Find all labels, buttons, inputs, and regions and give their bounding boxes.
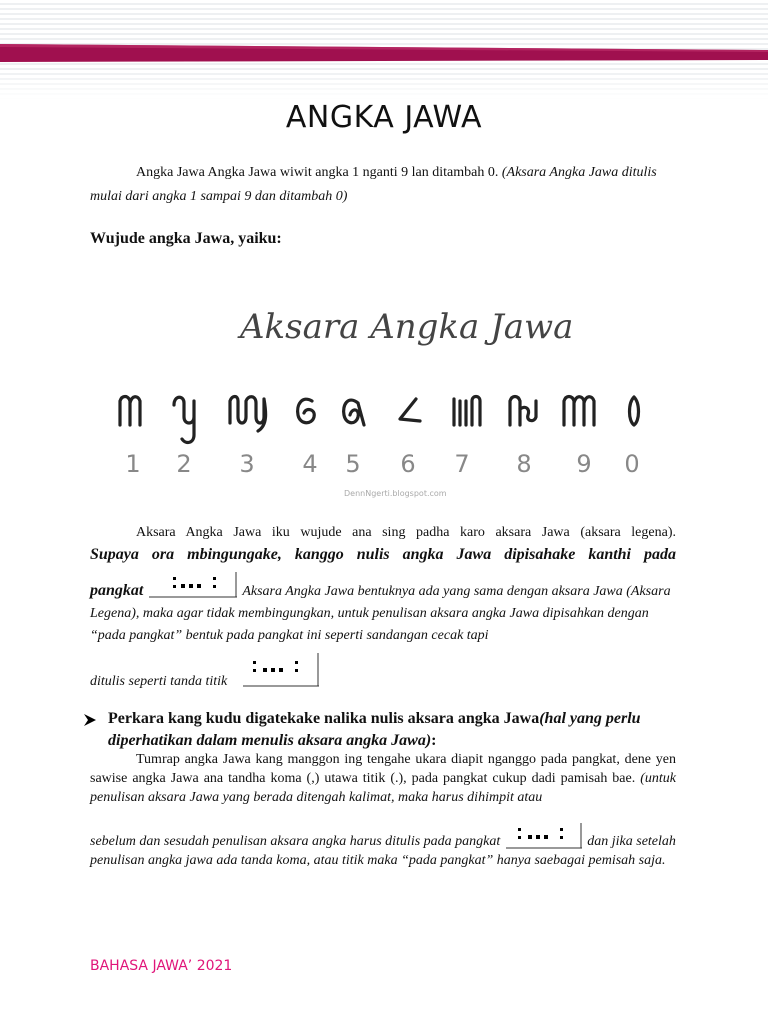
paragraph2-bold-line: Supaya ora mbingungake, kanggo nulis angka Jawa dipisahake kanthi pada — [90, 546, 676, 563]
figure-credit: DennNgerti.blogspot.com — [344, 489, 447, 498]
javanese-digit-3-icon — [230, 397, 266, 432]
javanese-digit-8-icon — [510, 397, 536, 426]
latin-digit: 6 — [400, 450, 416, 478]
pada-pangkat-icon — [147, 570, 239, 598]
bullet-item — [82, 708, 678, 752]
latin-digit: 2 — [176, 450, 192, 478]
latin-digit: 7 — [454, 450, 470, 478]
paragraph2-italic-1: Aksara Angka Jawa bentuknya ada yang sama dengan aksara Jawa (Aksara Legena), maka agar tidak membingungkan, untuk penulisan aksara angka Jawa dipisahkan dengan “pada pangkat” bentuk pada pangkat ini seperti sandangan cecak tapi — [90, 584, 671, 643]
pada-pangkat-icon — [504, 821, 584, 849]
header-accent-bar — [0, 38, 768, 68]
javanese-digit-6-icon — [400, 399, 420, 421]
latin-digit: 1 — [125, 450, 141, 478]
javanese-digit-9-icon — [564, 397, 594, 426]
paragraph2-lead-text: Aksara Angka Jawa iku wujude ana sing padha karo aksara Jawa (aksara legena). — [136, 525, 676, 540]
pada-pangkat-icon — [241, 651, 321, 687]
latin-digit: 8 — [516, 450, 532, 478]
arrow-bullet-icon — [82, 712, 98, 728]
bullet-bold-text: Perkara kang kudu digatekake nalika nulis aksara angka Jawa — [108, 710, 540, 727]
latin-digit: 9 — [576, 450, 592, 478]
javanese-digit-glyphs — [120, 397, 639, 443]
paragraph3-italic-2: sebelum dan sesudah penulisan aksara angka harus ditulis pada pangkat — [90, 834, 501, 849]
footer-label: BAHASA JAWA’ 2021 — [90, 958, 233, 974]
section-heading: Wujude angka Jawa, yaiku: — [90, 230, 282, 247]
intro-text: Angka Jawa Angka Jawa wiwit angka 1 nganti 9 lan ditambah 0. — [136, 165, 499, 180]
intro-paragraph — [90, 161, 676, 209]
intro-italic: (Aksara Angka Jawa ditulis mulai dari angka 1 sampai 9 dan ditambah 0) — [90, 165, 657, 204]
pada-pangkat-paragraph — [90, 522, 676, 693]
paragraph2-bold-word: pangkat — [90, 582, 144, 599]
javanese-digit-0-icon — [630, 397, 639, 425]
latin-digit: 5 — [345, 450, 361, 478]
latin-digit: 3 — [239, 450, 255, 478]
javanese-digit-4-icon — [298, 399, 315, 423]
pemisah-paragraph — [90, 750, 676, 870]
latin-digit-row — [125, 450, 639, 478]
paragraph3-italic-3: dan jika setelah penulisan angka jawa ada tanda koma, atau titik maka “pada pangkat” hanya saebagai pemisah saja. — [90, 834, 676, 868]
bullet-colon: : — [431, 732, 437, 749]
paragraph3-italic-1: (untuk penulisan aksara Jawa yang berada ditengah kalimat, maka harus dihimpit atau — [90, 771, 677, 805]
javanese-digit-2-icon — [174, 397, 194, 442]
paragraph2-lead — [90, 522, 676, 544]
paragraph3-regular — [90, 750, 676, 807]
page-title: ANGKA JAWA — [285, 100, 483, 135]
latin-digit: 4 — [302, 450, 318, 478]
figure-script-title: Aksara Angka Jawa — [240, 307, 574, 347]
bullet-bold-italic-text: (hal yang perlu diperhatikan dalam menulis aksara angka Jawa) — [108, 710, 641, 749]
javanese-digit-7-icon — [454, 397, 480, 426]
javanese-digit-1-icon — [120, 397, 140, 426]
javanese-digit-5-icon — [344, 400, 364, 425]
paragraph3-regular-text: Tumrap angka Jawa kang manggon ing tengahe ukara diapit nganggo pada pangkat, dene yen sawise angka Jawa ana tandha koma (,) utawa titik (.), pada pangkat cukup dadi pamisah bae. — [90, 752, 676, 786]
paragraph2-italic-2: ditulis seperti tanda titik — [90, 674, 228, 689]
latin-digit: 0 — [624, 450, 640, 478]
aksara-angka-figure — [100, 290, 660, 510]
